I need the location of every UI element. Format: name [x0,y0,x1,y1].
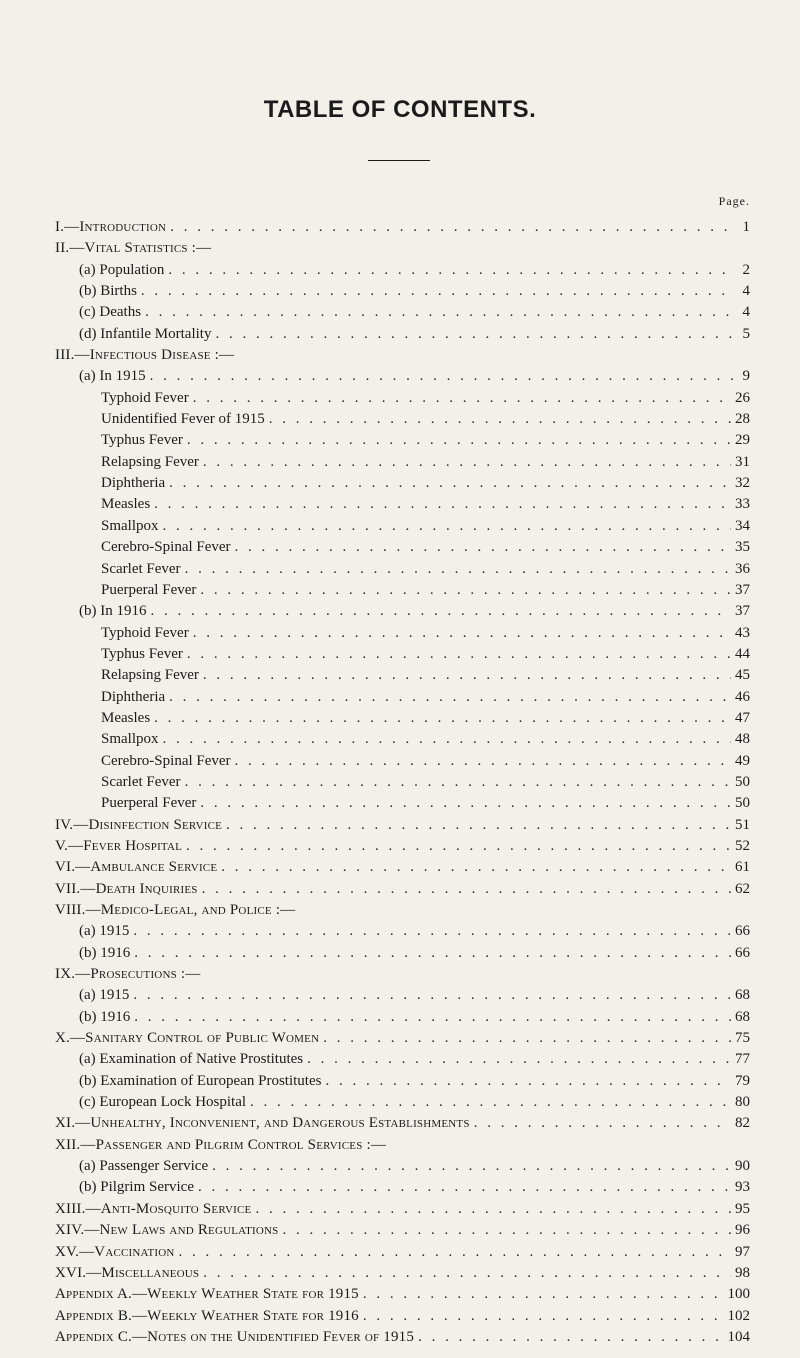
toc-entry [55,815,750,836]
toc-entry [55,1284,750,1305]
toc-entry-label: (a) 1915 [79,987,130,1004]
toc-entry [55,964,750,985]
toc-entry [55,1199,750,1220]
toc-entry-label: Puerperal Fever [101,581,197,598]
toc-entry-label: XV.—Vaccination [55,1243,175,1260]
toc-entry-label: (a) In 1915 [79,368,146,385]
toc-entry [55,1049,750,1070]
dot-leader [193,623,731,644]
dot-leader [185,772,731,793]
toc-entry-page: 32 [735,475,750,492]
dot-leader [203,1263,731,1284]
toc-entry-page: 96 [735,1222,750,1239]
dot-leader [250,1092,731,1113]
toc-entry [55,1156,750,1177]
title-divider [368,160,430,161]
toc-entry [55,1177,750,1198]
toc-entry-page: 28 [735,411,750,428]
dot-leader [154,494,731,515]
toc-entry-label: (d) Infantile Mortality [79,325,212,342]
dot-leader [200,793,731,814]
dot-leader [325,1071,731,1092]
toc-entry-page: 95 [735,1200,750,1217]
toc-entry-label: Measles [101,496,151,513]
toc-entry-label: X.—Sanitary Control of Public Women [55,1030,320,1047]
dot-leader [198,1177,731,1198]
dot-leader [151,601,732,622]
toc-entry-page: 52 [735,837,750,854]
toc-entry-page: 66 [735,923,750,940]
toc-entry-label: V.—Fever Hospital [55,837,183,854]
toc-entry-page: 75 [735,1030,750,1047]
toc-entry-page: 34 [735,517,750,534]
toc-entry-page: 82 [735,1115,750,1132]
toc-entry-label: IX.—Prosecutions :— [55,966,201,983]
page-title: TABLE OF CONTENTS. [263,96,537,123]
dot-leader [212,1156,731,1177]
toc-entry [55,559,750,580]
toc-entry [55,836,750,857]
toc-entry [55,452,750,473]
toc-entry-label: II.—Vital Statistics :— [55,240,212,257]
toc-entry-label: (b) Examination of European Prostitutes [79,1072,322,1089]
toc-entry-label: Measles [101,709,151,726]
toc-entry [55,1135,750,1156]
dot-leader [363,1284,724,1305]
toc-entry [55,1092,750,1113]
toc-entry-page: 51 [735,816,750,833]
toc-entry-label: XVI.—Miscellaneous [55,1264,200,1281]
toc-entry [55,1306,750,1327]
toc-entry-label: Scarlet Fever [101,773,181,790]
toc-entry-page: 4 [742,304,750,321]
toc-entry [55,473,750,494]
toc-entry-label: Scarlet Fever [101,560,181,577]
toc-entry [55,281,750,302]
dot-leader [215,324,736,345]
toc-entry-page: 50 [735,773,750,790]
toc-entry [55,1327,750,1348]
toc-entry-label: XI.—Unhealthy, Inconvenient, and Dangerous Establishments [55,1115,470,1132]
contents-list [55,217,750,1348]
page-column-header: Page. [718,194,750,208]
toc-entry-page: 98 [735,1264,750,1281]
toc-entry-page: 35 [735,539,750,556]
toc-entry [55,238,750,259]
toc-entry-label: (b) Pilgrim Service [79,1179,194,1196]
toc-entry [55,1071,750,1092]
toc-entry-page: 102 [727,1307,750,1324]
toc-entry [55,345,750,366]
toc-entry [55,729,750,750]
toc-entry-page: 44 [735,645,750,662]
toc-entry-label: Typhus Fever [101,645,183,662]
toc-entry-label: (c) Deaths [79,304,142,321]
toc-entry [55,1263,750,1284]
toc-entry [55,708,750,729]
dot-leader [179,1242,731,1263]
toc-entry-label: Unidentified Fever of 1915 [101,411,265,428]
toc-entry-page: 47 [735,709,750,726]
toc-entry-page: 9 [742,368,750,385]
toc-entry [55,1007,750,1028]
toc-entry-label: III.—Infectious Disease :— [55,347,235,364]
toc-entry [55,772,750,793]
toc-entry-page: 68 [735,1008,750,1025]
toc-entry-label: VI.—Ambulance Service [55,859,218,876]
dot-leader [169,473,731,494]
toc-entry-page: 4 [742,283,750,300]
toc-entry [55,324,750,345]
toc-entry [55,921,750,942]
dot-leader [168,260,736,281]
dot-leader [186,836,731,857]
toc-entry [55,430,750,451]
toc-entry-label: (c) European Lock Hospital [79,1094,247,1111]
dot-leader [187,644,731,665]
toc-entry [55,516,750,537]
toc-entry [55,1220,750,1241]
toc-entry [55,793,750,814]
toc-entry-page: 100 [727,1286,750,1303]
dot-leader [193,388,731,409]
toc-entry-label: Relapsing Fever [101,453,199,470]
toc-entry-page: 46 [735,688,750,705]
dot-leader [185,559,731,580]
toc-entry [55,217,750,238]
dot-leader [133,985,731,1006]
toc-entry [55,1028,750,1049]
toc-entry-page: 1 [742,219,750,235]
dot-leader [200,580,731,601]
toc-entry-page: 62 [735,880,750,897]
toc-entry [55,665,750,686]
toc-entry [55,687,750,708]
dot-leader [163,516,731,537]
toc-entry-label: (b) Births [79,283,137,300]
toc-entry-label: Typhoid Fever [101,389,189,406]
toc-entry-label: (a) Passenger Service [79,1158,209,1175]
toc-entry-label: (a) Population [79,261,165,278]
dot-leader [363,1306,724,1327]
toc-entry-label: Appendix B.—Weekly Weather State for 1916 [55,1307,359,1324]
toc-entry-page: 37 [735,581,750,598]
toc-entry-page: 80 [735,1094,750,1111]
toc-entry-label: Typhus Fever [101,432,183,449]
toc-entry-page: 29 [735,432,750,449]
toc-entry-page: 2 [742,261,750,278]
dot-leader [145,302,736,323]
dot-leader [269,409,731,430]
toc-entry-label: Cerebro-Spinal Fever [101,752,231,769]
dot-leader [150,366,736,387]
toc-entry-page: 66 [735,944,750,961]
dot-leader [307,1049,731,1070]
toc-entry [55,900,750,921]
toc-entry-label: Typhoid Fever [101,624,189,641]
toc-entry-page: 31 [735,453,750,470]
toc-entry [55,366,750,387]
toc-entry [55,388,750,409]
toc-entry-label: Appendix C.—Notes on the Unidentified Fever of 1915 [55,1328,415,1345]
toc-entry-label: (a) Examination of Native Prostitutes [79,1051,304,1068]
toc-entry-label: IV.—Disinfection Service [55,816,223,833]
toc-entry-label: XII.—Passenger and Pilgrim Control Services :— [55,1136,387,1153]
toc-entry-label: VIII.—Medico-Legal, and Police :— [55,902,296,918]
dot-leader [133,921,731,942]
dot-leader [134,1007,731,1028]
toc-entry [55,751,750,772]
toc-entry [55,409,750,430]
toc-entry-label: Smallpox [101,517,159,534]
toc-entry [55,879,750,900]
toc-entry [55,537,750,558]
toc-entry [55,943,750,964]
dot-leader [226,815,731,836]
toc-entry-label: XIII.—Anti-Mosquito Service [55,1200,252,1217]
toc-entry-label: Relapsing Fever [101,667,199,684]
toc-entry-label: Smallpox [101,731,159,748]
toc-entry-label: XIV.—New Laws and Regulations [55,1222,279,1239]
toc-entry-page: 61 [735,859,750,876]
dot-leader [282,1220,731,1241]
toc-entry-page: 79 [735,1072,750,1089]
toc-entry [55,857,750,878]
toc-entry-page: 48 [735,731,750,748]
dot-leader [221,857,731,878]
toc-entry-label: (a) 1915 [79,923,130,940]
toc-entry [55,580,750,601]
toc-entry-page: 43 [735,624,750,641]
toc-entry-label: I.—Introduction [55,219,167,235]
dot-leader [202,879,731,900]
toc-entry [55,494,750,515]
dot-leader [255,1199,731,1220]
toc-entry-label: Puerperal Fever [101,795,197,812]
dot-leader [474,1113,731,1134]
dot-leader [141,281,736,302]
toc-entry-page: 77 [735,1051,750,1068]
toc-entry-label: (b) 1916 [79,944,131,961]
toc-entry-page: 68 [735,987,750,1004]
dot-leader [170,217,736,238]
toc-entry-page: 36 [735,560,750,577]
toc-entry [55,644,750,665]
toc-entry-page: 97 [735,1243,750,1260]
toc-entry-label: Diphtheria [101,475,166,492]
dot-leader [154,708,731,729]
dot-leader [169,687,731,708]
toc-entry [55,601,750,622]
dot-leader [187,430,731,451]
dot-leader [203,452,731,473]
toc-entry-page: 33 [735,496,750,513]
toc-entry [55,985,750,1006]
toc-entry [55,1242,750,1263]
toc-entry-page: 49 [735,752,750,769]
toc-entry-page: 5 [742,325,750,342]
toc-entry-label: Appendix A.—Weekly Weather State for 1915 [55,1286,359,1303]
dot-leader [418,1327,723,1348]
toc-entry-page: 50 [735,795,750,812]
toc-entry [55,623,750,644]
toc-entry-page: 90 [735,1158,750,1175]
toc-entry-page: 26 [735,389,750,406]
toc-entry-page: 37 [735,603,750,620]
toc-entry-page: 93 [735,1179,750,1196]
toc-entry-page: 104 [727,1328,750,1345]
dot-leader [235,537,731,558]
dot-leader [323,1028,731,1049]
toc-entry-label: Cerebro-Spinal Fever [101,539,231,556]
dot-leader [235,751,731,772]
toc-entry-label: VII.—Death Inquiries [55,880,198,897]
toc-entry-page: 45 [735,667,750,684]
dot-leader [203,665,731,686]
toc-entry [55,1113,750,1134]
toc-entry [55,260,750,281]
dot-leader [163,729,731,750]
toc-entry [55,302,750,323]
toc-entry-label: Diphtheria [101,688,166,705]
toc-entry-label: (b) In 1916 [79,603,147,620]
dot-leader [134,943,731,964]
toc-entry-label: (b) 1916 [79,1008,131,1025]
